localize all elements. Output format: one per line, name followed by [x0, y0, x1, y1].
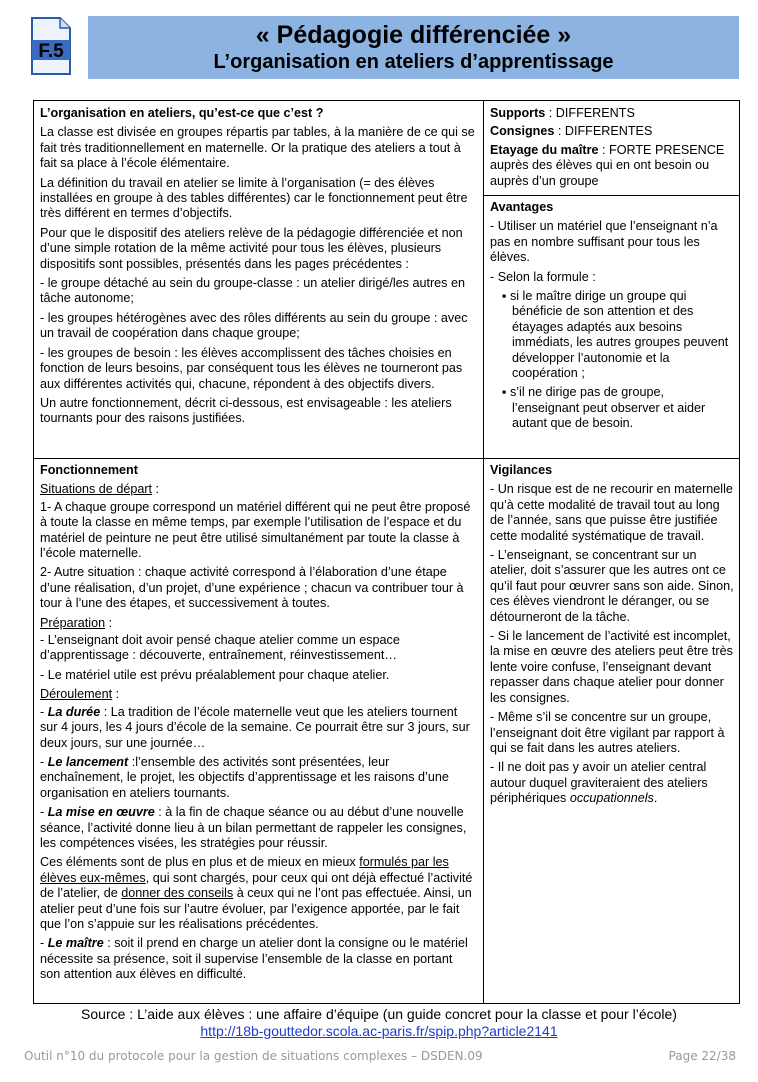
definition-cell: [40, 106, 476, 431]
supports-value: : DIFFERENTS: [545, 106, 635, 120]
definition-paragraph: Pour que le dispositif des ateliers relève de la pédagogie différenciée et non d’une simple rotation de la même activité pour tous les élèves, plusieurs dispositifs sont possibles, présentés dans les pages précédentes :: [40, 225, 463, 271]
characteristics-cell: [490, 106, 734, 193]
vigilances-item: - L’enseignant, se concentrant sur un atelier, doit s’assurer que les autres ont ce qu’il faut pour œuvrer sans son aide. Sinon, ces élèves viendront le déranger, ou se détourneront de la tâche.: [490, 548, 734, 624]
elements-text: , qui sont chargés, pour ceux qui ont déjà effectué l’activité de l’atelier, de: [40, 870, 473, 901]
advantages-bullet: ▪ s’il ne dirige pas de groupe, l’enseignant peut observer et aider autant que de besoin.: [502, 385, 706, 431]
advantages-item: - Utiliser un matériel que l’enseignant n’a pas en nombre suffisant pour tous les élèves.: [490, 219, 718, 265]
vigilances-item: - Il ne doit pas y avoir un atelier central autour duquel graviteraient des ateliers périphériques: [490, 760, 708, 806]
functioning-paragraph: - Le matériel utile est prévu préalablement pour chaque atelier.: [40, 667, 390, 682]
duree-text: : La tradition de l’école maternelle veut que les ateliers tournent sur 4 jours, les 4 jours d’école de la semaine. Ce pourrait être sur 3 jours, sur deux jours, sur une journée…: [40, 704, 470, 750]
definition-paragraph: La classe est divisée en groupes répartis par tables, à la manière de ce qui se fait très traditionnellement en maternelle. Or la pratique des ateliers a tout à fait sa place à l’école élémentaire.: [40, 125, 475, 171]
maitre-label: Le maître: [47, 936, 104, 951]
advantages-cell: [490, 200, 734, 436]
page-subtitle: L’organisation en ateliers d’apprentissage: [213, 51, 614, 73]
advantages-heading: Avantages: [490, 200, 554, 214]
logo-label: F.5: [38, 41, 64, 62]
column-divider: [483, 101, 484, 1003]
row-divider: [34, 458, 739, 459]
page-number: Page 22/38: [668, 1049, 736, 1063]
functioning-paragraph: 1- A chaque groupe correspond un matériel différent qui ne peut être proposé à toute la classe en même temps, par exemple l’utilisation de l’espace et du matériel de peinture ne peut être utilisé simultanément par toute la classe à l’école maternelle.: [40, 499, 471, 561]
preparation-colon: :: [105, 615, 113, 630]
footer-left: Outil n°10 du protocole pour la gestion de situations complexes – DSDEN.09: [24, 1049, 483, 1063]
definition-heading: L’organisation en ateliers, qu’est-ce que c’est ?: [40, 106, 324, 120]
etayage-value: : FORTE PRESENCE auprès des élèves qui en ont besoin ou auprès d’un groupe: [490, 142, 725, 188]
elements-underlined: formulés par les élèves eux-mêmes: [40, 855, 449, 885]
mise-label: La mise en œuvre: [47, 805, 155, 820]
definition-paragraph: - les groupes de besoin : les élèves accomplissent des tâches choisies en fonction de leurs besoins, par conséquent tous les élèves ne tourneront pas aux différentes activités qui, chacune, répondent à des objectifs divers.: [40, 345, 463, 391]
functioning-heading: Fonctionnement: [40, 463, 138, 477]
advantages-bullet: ▪ si le maître dirige un groupe qui bénéficie de son attention et des étayages adaptés aux besoins immédiats, les autres groupes peuvent développer l’autonomie et la coopération ;: [502, 289, 729, 381]
vigilances-period: .: [653, 791, 658, 806]
advantages-item: - Selon la formule :: [490, 269, 596, 284]
definition-paragraph: La définition du travail en atelier se limite à l’organisation (= des élèves installées en groupe à des tables différentes) car le fonctionnement peut être très différent en termes d’objectifs.: [40, 175, 468, 221]
consignes-value: : DIFFERENTES: [554, 124, 653, 139]
definition-paragraph: - les groupes hétérogènes avec des rôles différents au sein du groupe : avec un travail de coopération dans chaque groupe;: [40, 310, 468, 341]
source-label: Source: [81, 1006, 126, 1022]
etayage-label: Etayage du maître: [490, 142, 599, 157]
consignes-label: Consignes: [490, 124, 555, 139]
vigilances-item: - Même s’il se concentre sur un groupe, l’enseignant doit être vigilant par rapport à qui se fait dans les autres ateliers.: [490, 710, 725, 755]
functioning-paragraph: 2- Autre situation : chaque activité correspond à l’élaboration d’une étape d’une réalisation, d’un projet, d’une expérience ; chacun va contribuer tour à tour à l’une des étapes, et successivement à toutes.: [40, 565, 464, 611]
document-logo-icon: [30, 16, 72, 76]
vigilances-heading: Vigilances: [490, 463, 553, 477]
mise-text: : à la fin de chaque séance ou au début d’une nouvelle séance, l’activité donne lieu à un bilan permettant de rappeler les consignes, les compétences visées, les stratégies pour réussir.: [40, 805, 467, 850]
functioning-cell: Fonctionnement Situations de départ : 1- A chaque groupe correspond un matériel différent qui ne peut être proposé à toute la classe en même temps, par exemple l’utilisation de l’espace et du matériel de peinture ne peut être utilisé simultanément par toute la classe à l’école maternelle. 2- Autre situation : chaque activité correspond à l’élaboration d’une étape d’une réalisation, d’un projet, d’une expérience ; chacun va contribuer tour à tour à l’une des étapes, et successivement à toutes. Préparation : - L’enseignant doit avoir pensé chaque atelier comme un espace d’apprentissage : découverte, entraînement, réinvestissement… - Le matériel utile est prévu préalablement pour chaque atelier. Déroulement : - La durée : La tradition de l’école maternelle veut que les ateliers tournent sur 4 jours, les 4 jours d’école de la semaine. Ce pourrait être sur 3 jours, sur deux jours, sur une journée… - Le lancement :l’ensemble des activités sont présentées, leur enchaînement, le projet, les objectifs d’apprentissage et les raisons d’une organisation en ateliers tournants. - La mise en œuvre : à la fin de chaque séance ou au début d’une nouvelle séance, l’activité donne lieu à un bilan permettant de rappeler les consignes, les compétences visées, les stratégies pour réussir. Ces éléments sont de plus en plus et de mieux en mieux formulés par les élèves eux-mêmes, qui sont chargés, pour ceux qui ont déjà effectué l’activité de l’atelier, de donner des conseils à ceux qui ne l’ont pas effectuée. Ainsi, un atelier peut d’une fois sur l’autre évoluer, par l’exigence apportée, par le fait que l’on s’appuie sur les réalisations précédentes. - Le maître : soit il prend en charge un atelier dont la consigne ou le matériel nécessite sa présence, soit il supervise l’ensemble de la classe en portant son attention aux élèves en difficulté.: [40, 463, 476, 987]
elements-underlined: donner des conseils: [121, 886, 234, 901]
definition-paragraph: Un autre fonctionnement, décrit ci-dessous, est envisageable : les ateliers tournants pour des raisons justifiées.: [40, 395, 452, 426]
maitre-text: : soit il prend en charge un atelier dont la consigne ou le matériel nécessite sa présence, soit il supervise l’ensemble de la classe en portant son attention aux élèves en difficulté.: [40, 936, 468, 982]
deroulement-label: Déroulement: [40, 687, 113, 702]
definition-paragraph: - le groupe détaché au sein du groupe-classe : un atelier dirigé/les autres en tâche autonome;: [40, 276, 465, 306]
situations-colon: :: [152, 482, 160, 497]
vigilances-item: - Si le lancement de l’activité est incomplet, la mise en œuvre des ateliers peut être très lente voire confuse, l’enseignant devant repasser dans chaque atelier pour donner les consignes.: [490, 629, 733, 705]
elements-text: Ces éléments sont de plus en plus et de mieux en mieux: [40, 855, 360, 870]
preparation-label: Préparation: [40, 615, 106, 630]
vigilances-cell: [490, 463, 734, 811]
source-link[interactable]: http://18b-gouttedor.scola.ac-paris.fr/spip.php?article2141: [200, 1023, 558, 1039]
deroulement-colon: :: [112, 687, 120, 702]
right-top-divider: [484, 195, 739, 196]
supports-label: Supports: [490, 106, 546, 120]
vigilances-italic: occupationnels: [569, 791, 654, 806]
situations-label: Situations de départ: [40, 482, 153, 497]
title-banner: [88, 16, 739, 79]
lancement-text: :l’ensemble des activités sont présentées, leur enchaînement, le projet, les objectifs d’apprentissage et les raisons d’une organisation en ateliers tournants.: [40, 754, 449, 800]
elements-text: à ceux qui ne l’ont pas effectuée. Ainsi, un atelier peut d’une fois sur l’autre évoluer, par l’exigence apportée, par le fait que l’on s’appuie sur les réalisations précédentes.: [40, 886, 472, 931]
source-text: : L’aide aux élèves : une affaire d’équipe (un guide concret pour la classe et pour l’école): [125, 1006, 677, 1022]
page-title: « Pédagogie différenciée »: [255, 21, 572, 49]
vigilances-item: - Un risque est de ne recourir en maternelle qu’à cette modalité de travail tout au long de l’année, sans que puisse être justifiée cette modalité systématique de travail.: [490, 482, 733, 543]
lancement-label: Le lancement: [47, 754, 129, 769]
duree-label: La durée: [47, 704, 101, 719]
content-table: [33, 100, 740, 1004]
source-block: [0, 1006, 758, 1040]
functioning-paragraph: - L’enseignant doit avoir pensé chaque atelier comme un espace d’apprentissage : découverte, entraînement, réinvestissement…: [40, 633, 400, 663]
